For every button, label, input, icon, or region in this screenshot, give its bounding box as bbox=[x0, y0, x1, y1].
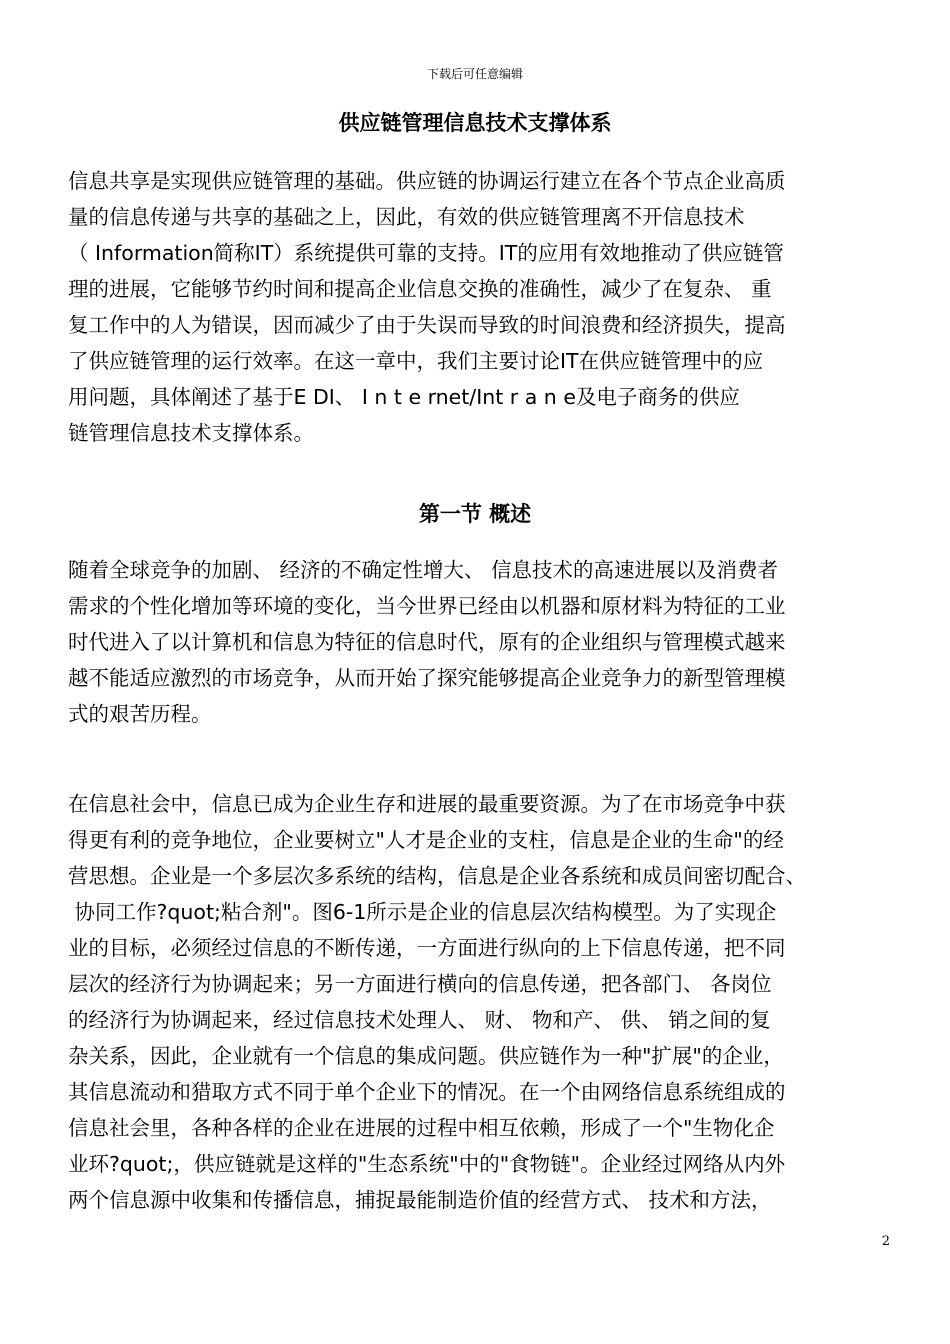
paragraph-intro bbox=[68, 163, 894, 451]
paragraph-line: 其信息流动和猎取方式不同于单个企业下的情况。在一个由网络信息系统组成的 bbox=[68, 1080, 786, 1104]
paragraph-line: 业环?quot;，供应链就是这样的"生态系统"中的"食物链"。企业经过网络从内外 bbox=[68, 1152, 786, 1176]
paragraph-line: 两个信息源中收集和传播信息，捕捉最能制造价值的经营方式、 技术和方法， bbox=[68, 1188, 772, 1212]
paragraph-line: 越不能适应激烈的市场竞争，从而开始了探究能够提高企业竞争力的新型管理模 bbox=[68, 666, 786, 690]
paragraph-line: 信息共享是实现供应链管理的基础。供应链的协调运行建立在各个节点企业高质 bbox=[68, 169, 786, 193]
section-heading: 第一节 概述 bbox=[418, 502, 532, 526]
header-note: 下载后可任意编辑 bbox=[426, 67, 523, 81]
paragraph-line: 了供应链管理的运行效率。在这一章中，我们主要讨论IT在供应链管理中的应 bbox=[68, 349, 764, 373]
paragraph-line: 在信息社会中，信息已成为企业生存和进展的最重要资源。为了在市场竞争中获 bbox=[68, 792, 786, 816]
paragraph-line: 协同工作?quot;粘合剂"。图6-1所示是企业的信息层次结构模型。为了实现企 bbox=[68, 900, 777, 924]
paragraph-line: 营思想。企业是一个多层次多系统的结构，信息是企业各系统和成员间密切配合、 bbox=[68, 864, 806, 888]
paragraph-line: 理的进展，它能够节约时间和提高企业信息交换的准确性，减少了在复杂、 重 bbox=[68, 277, 772, 301]
paragraph-line: 用问题，具体阐述了基于E DI、 I n t e rnet/Int r a n e及电子商务的供应 bbox=[68, 385, 740, 409]
page-number: 2 bbox=[881, 1234, 890, 1249]
paragraph-line: 量的信息传递与共享的基础之上，因此，有效的供应链管理离不开信息技术 bbox=[68, 205, 745, 229]
paragraph-line: 时代进入了以计算机和信息为特征的信息时代，原有的企业组织与管理模式越来 bbox=[68, 630, 786, 654]
paragraph-overview bbox=[68, 552, 894, 732]
document-title: 供应链管理信息技术支撑体系 bbox=[338, 111, 612, 135]
paragraph-line: 随着全球竞争的加剧、 经济的不确定性增大、 信息技术的高速进展以及消费者 bbox=[68, 558, 779, 582]
paragraph-line: 链管理信息技术支撑体系。 bbox=[68, 421, 314, 445]
paragraph-line: 需求的个性化增加等环境的变化，当今世界已经由以机器和原材料为特征的工业 bbox=[68, 594, 786, 618]
paragraph-line: 的经济行为协调起来，经过信息技术处理人、 财、 物和产、 供、 销之间的复 bbox=[68, 1008, 771, 1032]
paragraph-line: 得更有利的竞争地位，企业要树立"人才是企业的支柱，信息是企业的生命"的经 bbox=[68, 828, 784, 852]
paragraph-line: 层次的经济行为协调起来；另一方面进行横向的信息传递，把各部门、 各岗位 bbox=[68, 972, 772, 996]
paragraph-line: （ Information简称IT）系统提供可靠的支持。IT的应用有效地推动了供应链管 bbox=[68, 241, 784, 265]
paragraph-line: 式的艰苦历程。 bbox=[68, 702, 212, 726]
paragraph-line: 复工作中的人为错误，因而减少了由于失误而导致的时间浪费和经济损失，提高 bbox=[68, 313, 786, 337]
paragraph-line: 信息社会里，各种各样的企业在进展的过程中相互依赖，形成了一个"生物化企 bbox=[68, 1116, 775, 1140]
paragraph-line: 杂关系，因此，企业就有一个信息的集成问题。供应链作为一种"扩展"的企业， bbox=[68, 1044, 784, 1068]
paragraph-information-society bbox=[68, 786, 894, 1218]
paragraph-line: 业的目标，必须经过信息的不断传递，一方面进行纵向的上下信息传递，把不同 bbox=[68, 936, 786, 960]
